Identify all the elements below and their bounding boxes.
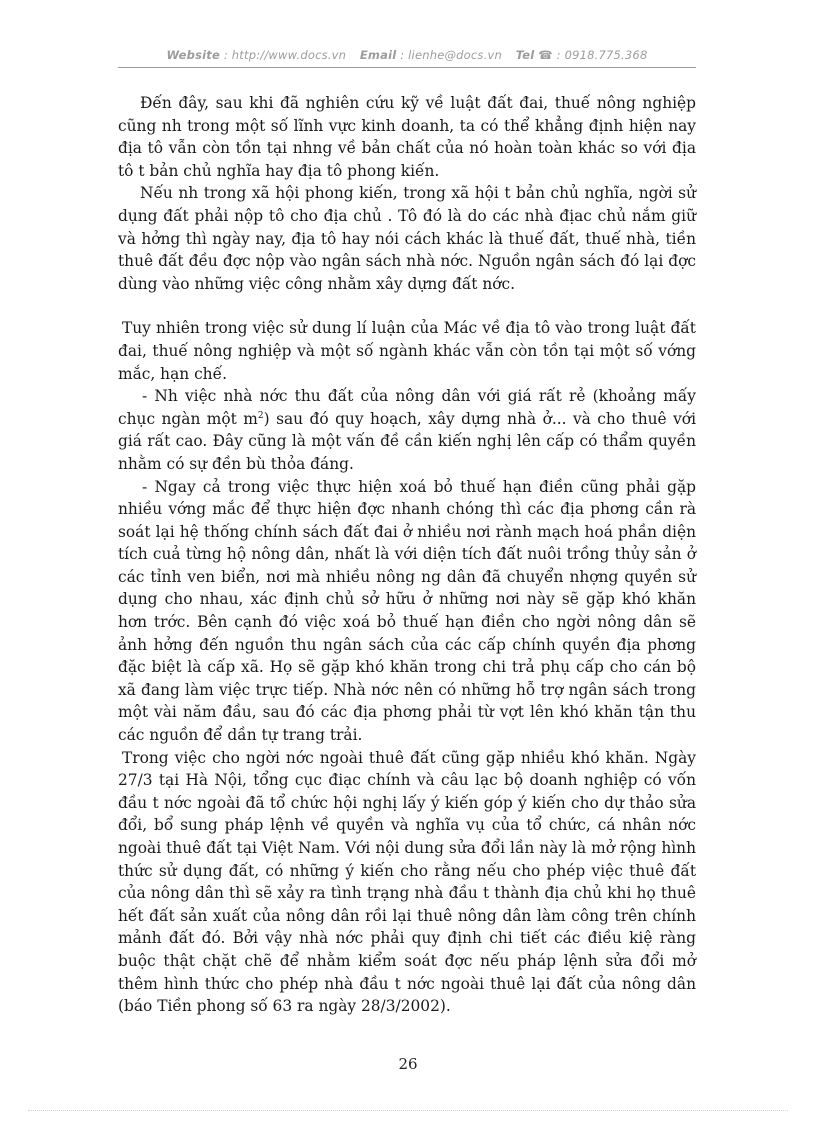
paragraph-limitations: Tuy nhiên trong việc sử dung lí luận của Mác về địa tô vào trong luật đất đai, thuế nông nghiệp và một số ngành khác vẫn còn tồn tại một số vớng mắc, hạn chế. [118,319,696,383]
paragraph-land-price-end: ) sau đó quy hoạch, xây dựng nhà ở... và cho thuê với giá rất cao. Đây cũng là một vấn đề cần kiến nghị lên cấp có thẩm quyền nhằm có sự đền bù thỏa đáng. [118,409,696,473]
superscript-square: 2 [257,410,264,421]
phone-icon: ☎ [538,48,553,62]
paragraph-land-price-start: - Nh việc nhà nớc thu đất của nông dân với giá rất rẻ (khoảng mấy chục ngàn một m [118,387,696,428]
header-rule [118,67,696,68]
paragraph-land-price [118,385,696,475]
paragraph-conclusion: Đến đây, sau khi đã nghiên cứu kỹ về luật đất đai, thuế nông nghiệp cũng nh trong một số lĩnh vực kinh doanh, ta có thể khẳng định hiện nay địa tô vẫn còn tồn tại nhng về bản chất của nó hoàn toàn khác so với địa tô t bản chủ nghĩa hay địa tô phong kiến. [118,94,696,180]
email-value: : lienhe@docs.vn [400,48,502,62]
page-number: 26 [398,1055,418,1073]
email-label: Email [359,48,397,62]
paragraph-land-tax-abolition: - Ngay cả trong việc thực hiện xoá bỏ thuế hạn điền cũng phải gặp nhiều vớng mắc để thực hiện đợc nhanh chóng thì các địa phơng cần rà soát lại hệ thống chính sách đất đai ở nhiều nơi rành mạch hoá phần diện tích cuả từng hộ nông dân, nhất là với diện tích đất nuôi trồng thủy sản ở các tỉnh ven biển, nơi mà nhiều nông ng dân đã chuyển nhợng quyền sử dụng cho nhau, xác định chủ sở hữu ở những nơi này sẽ gặp khó khăn hơn trớc. Bên cạnh đó việc xoá bỏ thuế hạn điền cho ngời nông dân sẽ ảnh hởng đến nguồn thu ngân sách của các cấp chính quyền địa phơng đặc biệt là cấp xã. Họ sẽ gặp khó khăn trong chi trả phụ cấp cho cán bộ xã đang làm việc trực tiếp. Nhà nớc nên có những hỗ trợ ngân sách trong một vài năm đầu, sau đó các địa phơng phải từ vợt lên khó khăn tận thu các nguồn để dần tự trang trải. [118,477,696,745]
website-label: Website [166,48,220,62]
website-value: : http://www.docs.vn [223,48,347,62]
page-header [118,48,696,66]
tel-value: : 0918.775.368 [556,48,648,62]
tel-label: Tel [515,48,535,62]
paragraph-feudal-comparison: Nếu nh trong xã hội phong kiến, trong xã hội t bản chủ nghĩa, ngời sử dụng đất phải nộp tô cho địa chủ . Tô đó là do các nhà địac chủ nắm giữ và hởng thì ngày nay, địa tô hay nói cách khác là thuế đất, thuế nhà, tiền thuê đất đều đợc nộp vào ngân sách nhà nớc. Nguồn ngân sách đó lại đợc dùng vào những việc công nhằm xây dựng đất nớc. [118,184,696,293]
document-body [118,92,696,1018]
footer-divider [28,1110,788,1111]
paragraph-foreign-lease: Trong việc cho ngời nớc ngoài thuê đất cũng gặp nhiều khó khăn. Ngày 27/3 tại Hà Nội, tổng cục điạc chính và câu lạc bộ doanh nghiệp có vốn đầu t nớc ngoài đã tổ chức hội nghị lấy ý kiến góp ý kiến cho dự thảo sửa đổi, bổ sung pháp lệnh về quyền và nghĩa vụ của tổ chức, cá nhân nớc ngoài thuê đất tại Việt Nam. Với nội dung sửa đổi lần này là mở rộng hình thức sử dụng đất, có những ý kiến cho rằng nếu cho phép việc thuê đất của nông dân thì sẽ xảy ra tình trạng nhà đầu t thành địa chủ khi họ thuê hết đất sản xuất của nông dân rồi lại thuê nông dân làm công trên chính mảnh đất đó. Bởi vậy nhà nớc phải quy định chi tiết các điều kiệ ràng buộc thật chặt chẽ để nhằm kiểm soát đợc nếu pháp lệnh sửa đổi mở thêm hình thức cho phép nhà đầu t nớc ngoài thuê lại đất của nông dân (báo Tiền phong số 63 ra ngày 28/3/2002). [118,748,696,1016]
